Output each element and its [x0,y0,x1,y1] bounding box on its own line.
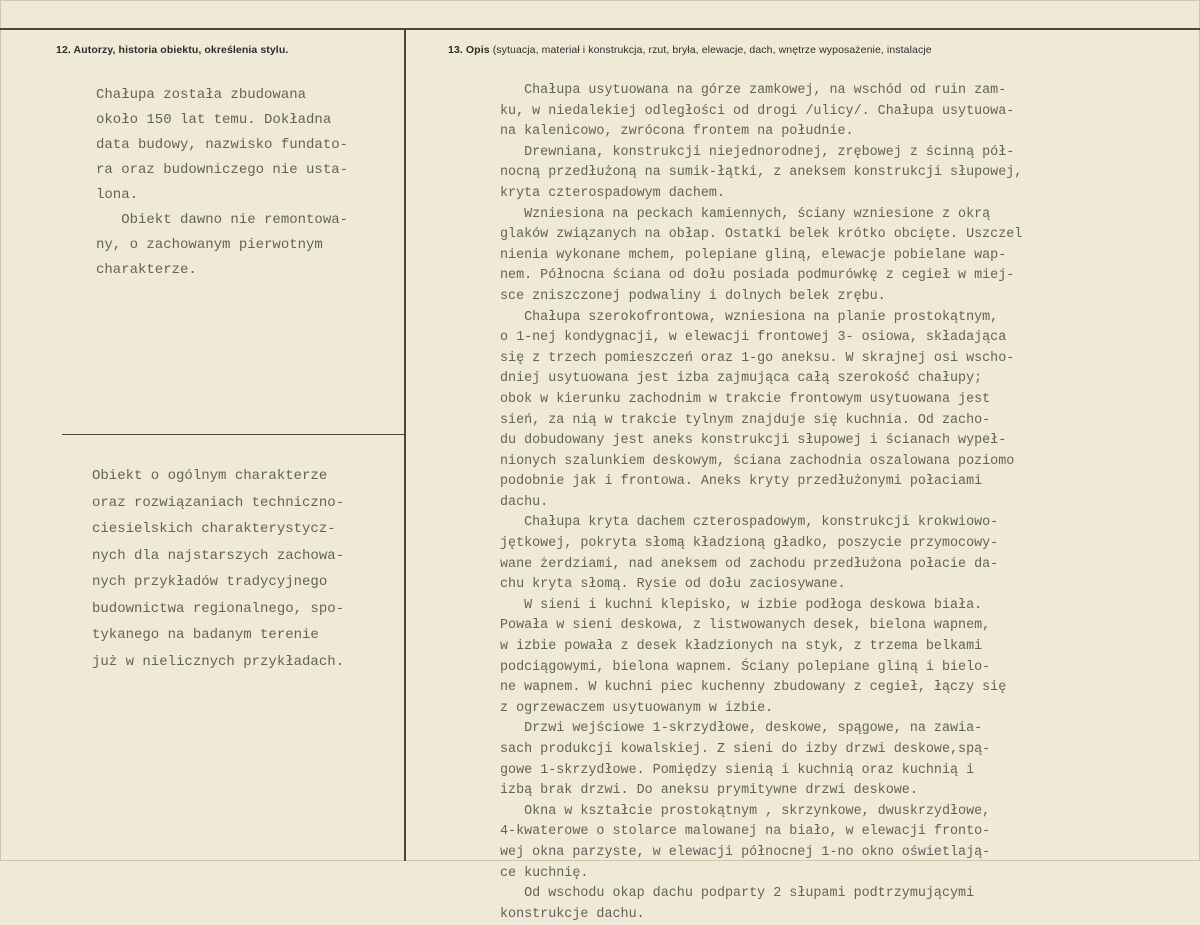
section-13-description-text: Chałupa usytuowana na górze zamkowej, na wschód od ruin zam- ku, w niedalekiej odległości od drogi /ulicy/. Chałupa usytuowa- na kalenicowo, zwrócona frontem na południe. Drewniana, konstrukcji niejednorodnej, zrębowej z ścinną pół- nocną przedłużoną na sumik-łątki, z aneksem konstrukcji słupowej, kryta czterospadowym dachem. Wzniesiona na peckach kamiennych, ściany wzniesione z okrą glaków związanych na obłap. Ostatki belek krótko obcięte. Uszczel nienia wykonane mchem, polepiane gliną, elewacje pobielane wap- nem. Północna ściana od dołu posiada podmurówkę z cegieł w miej- sce zniszczonej podwaliny i dolnych belek zrębu. Chałupa szerokofrontowa, wzniesiona na planie prostokątnym, o 1-nej kondygnacji, w elewacji frontowej 3- osiowa, składająca się z trzech pomieszczeń oraz 1-go aneksu. W skrajnej osi wscho- dniej usytuowana jest izba zajmująca całą szerokość chałupy; obok w kierunku zachodnim w trakcie frontowym usytuowana jest sień, za nią w trakcie tylnym znajduje się kuchnia. Od zacho- du dobudowany jest aneks konstrukcji słupowej i ścianach wypeł- nionych szalunkiem deskowym, ściana zachodnia oszalowana poziomo podobnie jak i frontowa. Aneks kryty przedłużonymi połaciami dachu. Chałupa kryta dachem czterospadowym, konstrukcji krokwiowo- jętkowej, pokryta słomą kładzioną gładko, poszycie przymocowy- wane żerdziami, nad aneksem od zachodu przedłużona połacie da- chu kryta słomą. Rysie od dołu zaciosywane. W sieni i kuchni klepisko, w izbie podłoga deskowa biała. Powała w sieni deskowa, z listwowanych desek, bielona wapnem, w izbie powała z desek kładzionych na styk, z trzema belkami podciągowymi, bielona wapnem. Ściany polepiane gliną i bielo- ne wapnem. W kuchni piec kuchenny zbudowany z cegieł, łączy się z ogrzewaczem usytuowanym w izbie. Drzwi wejściowe 1-skrzydłowe, deskowe, spągowe, na zawia- sach produkcji kowalskiej. Z sieni do izby drzwi deskowe,spą- gowe 1-skrzydłowe. Pomiędzy sienią i kuchnią oraz kuchnią i izbą brak drzwi. Do aneksu prymitywne drzwi deskowe. Okna w kształcie prostokątnym , skrzynkowe, dwuskrzydłowe, 4-kwaterowe o stolarce malowanej na biało, w elewacji fronto- wej okna parzyste, w elewacji północnej 1-no okno oświetlają- ce kuchnię. Od wschodu okap dachu podparty 2 słupami podtrzymującymi konstrukcje dachu. [500,83,1023,922]
left-column-divider [62,434,406,435]
section-12-header: 12. Autorzy, historia obiektu, określenia stylu. [56,44,289,56]
section-13-title: 13. Opis [448,44,490,56]
column-divider [404,28,406,861]
section-13-header [448,44,932,56]
section-13-subtitle: (sytuacja, materiał i konstrukcja, rzut, bryła, elewacje, dach, wnętrze wyposażenie, instalacje [492,44,932,56]
section-12-style-text: Obiekt o ogólnym charakterze oraz rozwiązaniach techniczno- ciesielskich charakterystycz- nych dla najstarszych zachowa- nych przykładów tradycyjnego budownictwa regionalnego, spo- tykanego na badanym terenie już w nielicznych przykładach. [92,468,345,670]
section-12-history-text: Chałupa została zbudowana około 150 lat temu. Dokładna data budowy, nazwisko fundato- ra oraz budowniczego nie usta- lona. Obiekt dawno nie remontowa- ny, o zachowanym pierwotnym charakterze. [96,87,349,278]
top-rule [0,28,1200,30]
